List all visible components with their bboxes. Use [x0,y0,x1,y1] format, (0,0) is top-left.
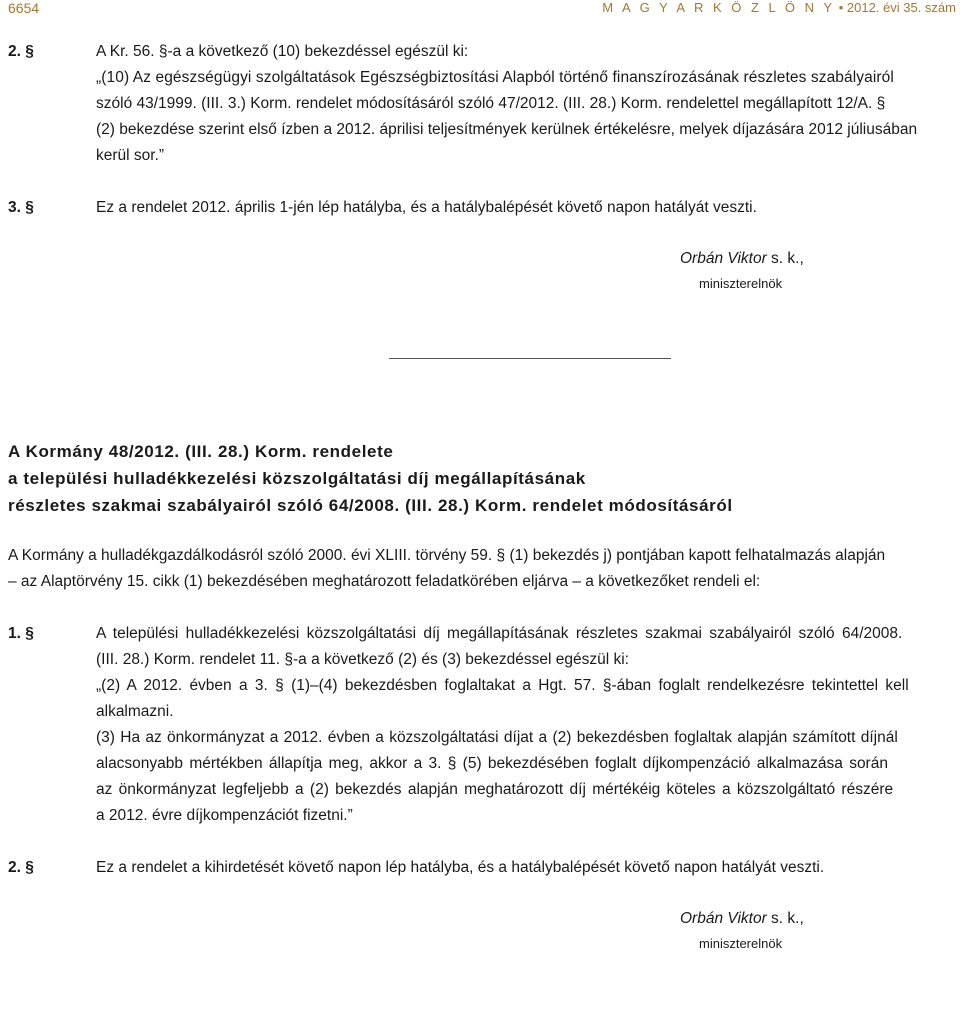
issue-label: 2012. évi 35. szám [846,0,956,15]
quote-line: „(10) Az egészségügyi szolgáltatások Egészségbiztosítási Alapból történő finanszírozásának részletes szabályairól [96,69,894,86]
signature [680,910,804,928]
signature-suffix: s. k., [766,910,804,927]
preamble: – az Alaptörvény 15. cikk (1) bekezdésében meghatározott feladatkörében eljárva – a következőket rendeli el: [8,573,761,590]
quote-line: (2) bekezdése szerint első ízben a 2012. áprilisi teljesítmények kerülnek értékelésre, melyek díjazására 2012 júliusában [96,121,918,138]
preamble: A Kormány a hulladékgazdálkodásról szóló 2000. évi XLIII. törvény 59. § (1) bekezdés j) pontjában kapott felhatalmazás alapján [8,547,886,564]
section-text: Ez a rendelet a kihirdetését követő napon lép hatályba, és a hatálybalépését követő napon hatályát veszti. [96,859,825,876]
signatory-title: miniszterelnök [699,936,783,951]
journal-header [602,0,956,15]
signature-suffix: s. k., [766,250,804,267]
signatory-name: Orbán Viktor [680,910,767,927]
quote-line: kerül sor.” [96,147,165,164]
divider [389,358,671,359]
signatory-name: Orbán Viktor [680,250,767,267]
signatory-title: miniszterelnök [699,276,783,291]
quote-line: (3) Ha az önkormányzat a 2012. évben a közszolgáltatási díjat a (2) bekezdésben foglaltak alapján számított díjnál [96,729,898,746]
section-number: 2. § [8,859,34,876]
header-bullet: • [838,0,844,15]
section-number: 3. § [8,199,34,216]
quote-line: az önkormányzat legfeljebb a (2) bekezdés alapján meghatározott díj mértékéig köteles a közszolgáltató részére [96,781,894,798]
quote-line: szóló 43/1999. (III. 3.) Korm. rendelet módosításáról szóló 47/2012. (III. 28.) Korm. rendelettel megállapított 12/A. § [96,95,886,112]
decree-title: a települési hulladékkezelési közszolgáltatási díj megállapításának [8,469,586,488]
journal-name: M A G Y A R K Ö Z L Ö N Y [602,0,836,15]
quote-line: alacsonyabb mértékben állapítja meg, akkor a 3. § (5) bekezdésében foglalt díjkompenzáció alkalmazása során [96,755,888,772]
section-text: A települési hulladékkezelési közszolgáltatási díj megállapításának részletes szakmai szabályairól szóló 64/2008. [96,625,903,642]
section-text: Ez a rendelet 2012. április 1-jén lép hatályba, és a hatálybalépését követő napon hatályát veszti. [96,199,757,216]
signature [680,250,804,268]
quote-line: a 2012. évre díjkompenzációt fizetni.” [96,807,353,824]
decree-title: részletes szakmai szabályairól szóló 64/2008. (III. 28.) Korm. rendelet módosításáról [8,496,733,515]
quote-line: alkalmazni. [96,703,174,720]
quote-line: „(2) A 2012. évben a 3. § (1)–(4) bekezdésben foglaltakat a Hgt. 57. §-ában foglalt rendelkezésre tekintettel kell [96,677,909,694]
section-number: 2. § [8,43,34,60]
section-text: A Kr. 56. §-a a következő (10) bekezdéssel egészül ki: [96,43,469,60]
section-number: 1. § [8,625,34,642]
section-text: (III. 28.) Korm. rendelet 11. §-a a következő (2) és (3) bekezdéssel egészül ki: [96,651,629,668]
decree-title: A Kormány 48/2012. (III. 28.) Korm. rendelete [8,442,394,461]
page-number: 6654 [8,0,40,16]
